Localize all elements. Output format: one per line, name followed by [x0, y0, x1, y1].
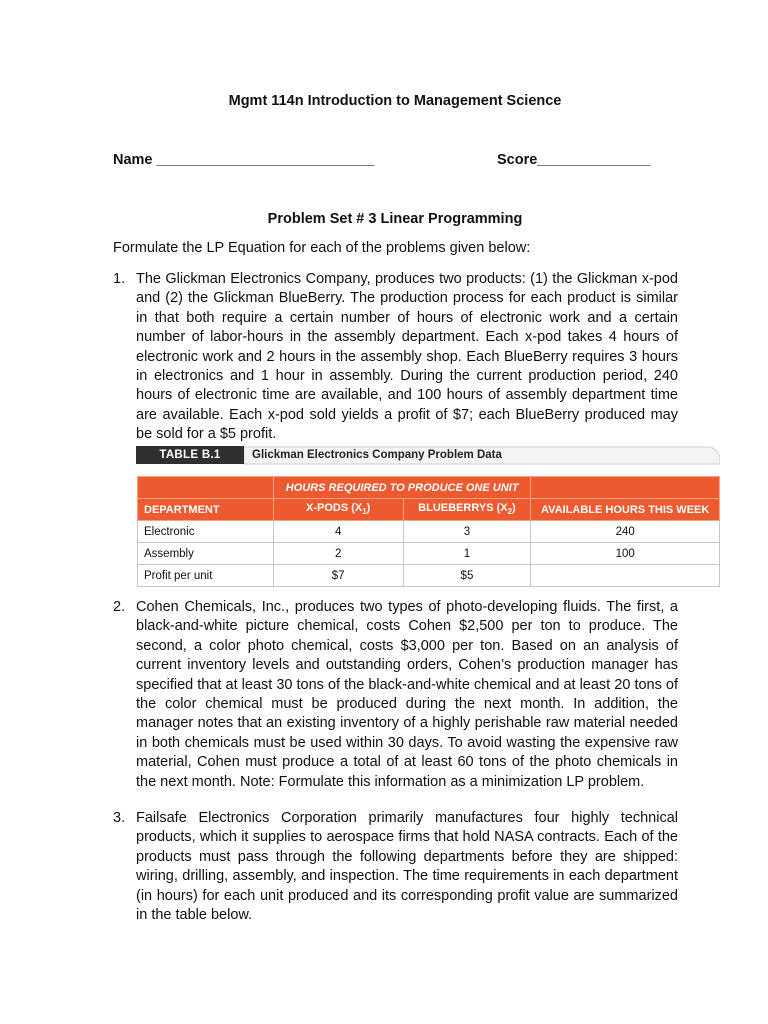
problem-set-title: Problem Set # 3 Linear Programming [267, 211, 523, 227]
row-department: Electronic [138, 521, 274, 543]
table-tag: TABLE B.1 [136, 446, 244, 464]
table-header-row [138, 499, 720, 521]
score-field-line: Score______________ [497, 152, 651, 168]
column-header-blueberrys [403, 499, 531, 521]
problem-text: Failsafe Electronics Corporation primarily manufactures four highly technical products, which it supplies to aerospace firms that hold NASA contracts. Each of the products must pass through the following departments before they are shipped: wiring, drilling, assembly, and inspection. The time requirements in each department (in hours) for each unit produced and its corresponding profit value are summarized in the table below. [136, 810, 678, 924]
problem-1 [113, 270, 678, 445]
table-row [138, 521, 720, 543]
blueberrys-paren: ) [512, 502, 516, 515]
document-title: Mgmt 114n Introduction to Management Science [228, 93, 562, 109]
problem-number: 2. [113, 599, 126, 615]
row-available [531, 565, 720, 587]
table-cell [531, 477, 720, 499]
xpods-subscript: 1 [362, 507, 367, 517]
xpods-label: X-PODS (X [305, 502, 363, 515]
table-row [138, 565, 720, 587]
problem-3 [113, 809, 678, 925]
problem-data-table [137, 476, 720, 587]
hours-required-band: HOURS REQUIRED TO PRODUCE ONE UNIT [273, 477, 531, 499]
row-blueberrys: $5 [403, 565, 531, 587]
problem-text: The Glickman Electronics Company, produces two products: (1) the Glickman x-pod and (2) the Glickman BlueBerry. The production process for each product is similar in that both require a certain number of hours of electronic work and a certain number of labor-hours in the assembly department. Each x-pod takes 4 hours of electronic work and 2 hours in the assembly shop. Each BlueBerry requires 3 hours in electronics and 1 hour in assembly. During the current production period, 240 hours of electronic time are available, and 100 hours of assembly department time are available. Each x-pod sold yields a profit of $7; each BlueBerry produced may be sold for a $5 profit. [136, 271, 678, 443]
row-xpods: 2 [273, 543, 403, 565]
blueberrys-label: BLUEBERRYS (X [418, 502, 508, 515]
row-available: 240 [531, 521, 720, 543]
row-blueberrys: 3 [403, 521, 531, 543]
row-xpods: $7 [273, 565, 403, 587]
problem-text: Cohen Chemicals, Inc., produces two types of photo-developing fluids. The first, a black-and-white picture chemical, costs Cohen $2,500 per ton to produce. The second, a color photo chemical, costs $3,000 per ton. Based on an analysis of current inventory levels and outstanding orders, Cohen’s production manager has specified that at least 30 tons of the black-and-white chemical and at least 20 tons of the color chemical must be produced during the next month. In addition, the manager notes that an existing inventory of a highly perishable raw material needed in both chemicals must be used within 30 days. To avoid wasting the expensive raw material, Cohen must produce a total of at least 60 tons of the photo chemicals in the next month. Note: Formulate this information as a minimization LP problem. [136, 599, 678, 790]
table-cell [138, 477, 274, 499]
table-band-row [138, 477, 720, 499]
problem-2 [113, 598, 678, 792]
xpods-paren: ) [366, 502, 371, 515]
problem-number: 3. [113, 810, 126, 826]
blueberrys-subscript: 2 [507, 507, 513, 517]
column-header-xpods [273, 499, 403, 521]
column-header-available: AVAILABLE HOURS THIS WEEK [531, 499, 720, 521]
row-blueberrys: 1 [403, 543, 531, 565]
row-department: Profit per unit [138, 565, 274, 587]
table-heading [136, 445, 720, 465]
row-xpods: 4 [273, 521, 403, 543]
table-row [138, 543, 720, 565]
row-department: Assembly [138, 543, 274, 565]
instructions: Formulate the LP Equation for each of the problems given below: [113, 240, 531, 256]
column-header-department: DEPARTMENT [138, 499, 274, 521]
row-available: 100 [531, 543, 720, 565]
problem-number: 1. [113, 271, 126, 287]
name-field-line: Name ___________________________ [113, 152, 375, 168]
table-caption: Glickman Electronics Company Problem Data [252, 449, 502, 461]
